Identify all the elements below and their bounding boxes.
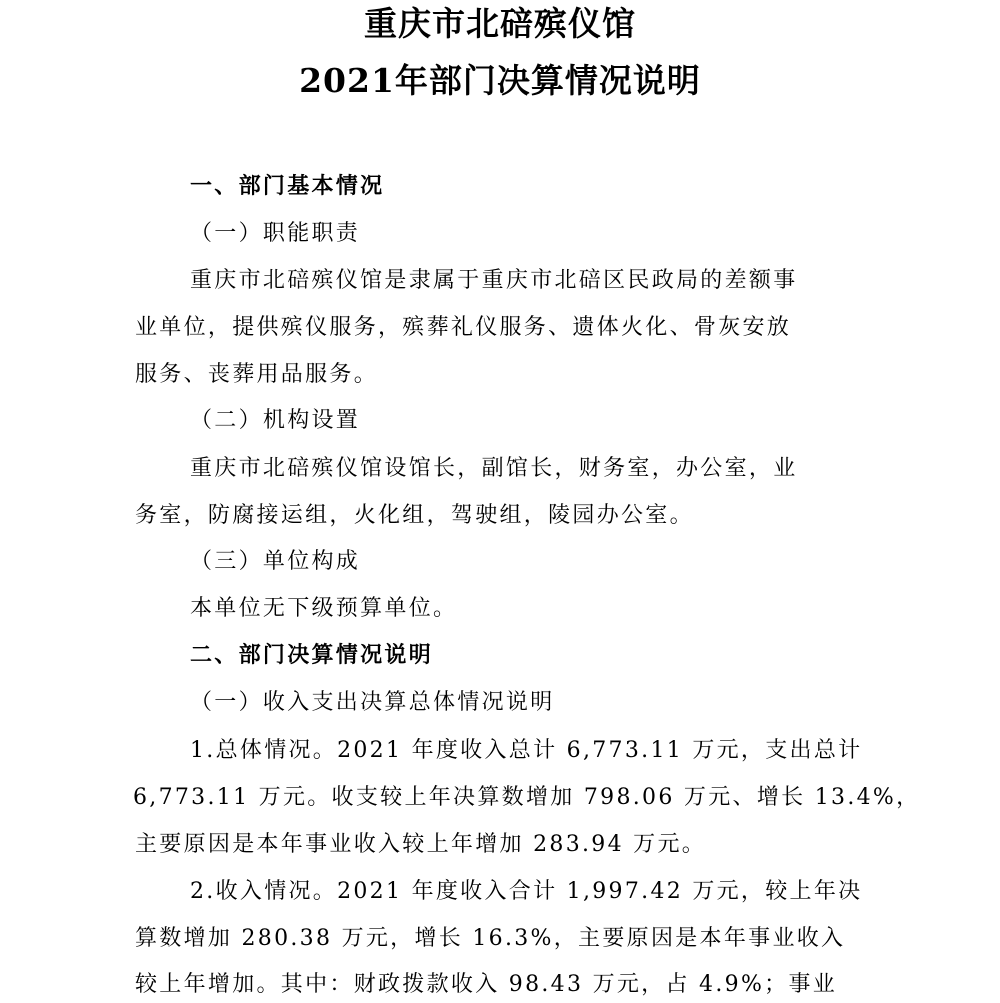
paragraph-line: 6,773.11 万元。收支较上年决算数增加 798.06 万元、增长 13.4%， (133, 785, 921, 810)
section1-sub2-heading: （二）机构设置 (190, 408, 361, 433)
section1-sub1-heading: （一）职能职责 (190, 221, 361, 246)
paragraph-line: 重庆市北碚殡仪馆是隶属于重庆市北碚区民政局的差额事 (190, 268, 798, 293)
paragraph-line: 算数增加 280.38 万元，增长 16.3%，主要原因是本年事业收入 (135, 926, 846, 951)
section2-sub1-heading: （一）收入支出决算总体情况说明 (190, 690, 555, 715)
paragraph-line: 重庆市北碚殡仪馆设馆长，副馆长，财务室，办公室，业 (190, 456, 798, 481)
paragraph-line: 主要原因是本年事业收入较上年增加 283.94 万元。 (135, 832, 707, 857)
paragraph-line: 业单位，提供殡仪服务，殡葬礼仪服务、遗体火化、骨灰安放 (135, 315, 792, 340)
section2-heading: 二、部门决算情况说明 (190, 643, 434, 668)
paragraph-line: 1.总体情况。2021 年度收入总计 6,773.11 万元，支出总计 (190, 738, 863, 763)
document-title-line2: 2021年部门决算情况说明 (299, 61, 701, 100)
section1-heading: 一、部门基本情况 (190, 174, 385, 199)
paragraph-line: 本单位无下级预算单位。 (190, 596, 458, 621)
paragraph-line: 务室，防腐接运组，火化组，驾驶组，陵园办公室。 (135, 503, 694, 528)
section1-sub3-heading: （三）单位构成 (190, 549, 361, 574)
paragraph-line: 服务、丧葬用品服务。 (135, 362, 379, 387)
paragraph-line: 2.收入情况。2021 年度收入合计 1,997.42 万元，较上年决 (190, 879, 863, 904)
paragraph-line: 较上年增加。其中：财政拨款收入 98.43 万元，占 4.9%；事业 (135, 972, 838, 997)
document-title-line1: 重庆市北碚殡仪馆 (364, 4, 636, 43)
